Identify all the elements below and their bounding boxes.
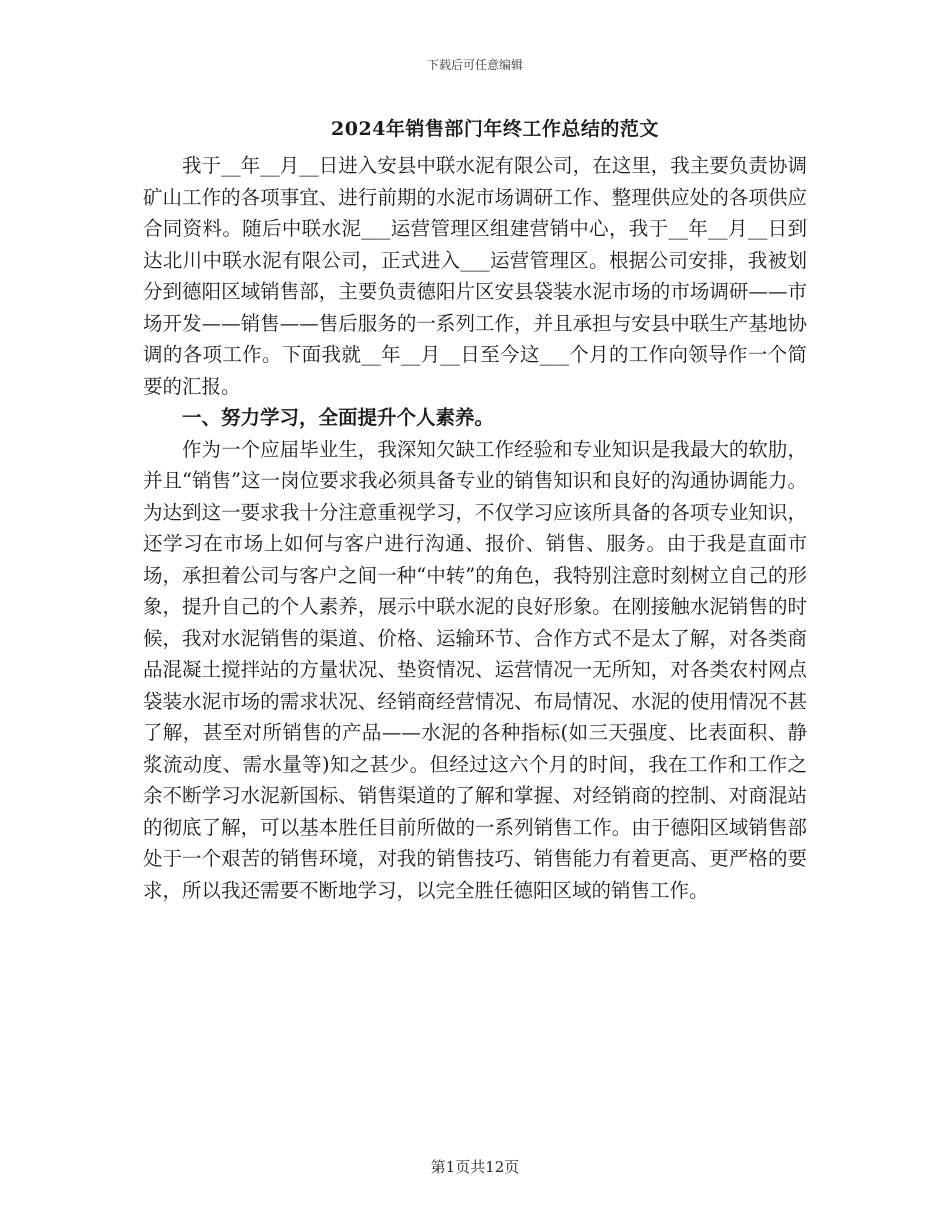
header-note: 下载后可任意编辑 <box>426 58 523 72</box>
section-1-paragraph: 作为一个应届毕业生，我深知欠缺工作经验和专业知识是我最大的软肋，并且“销售”这一岗位要求我必须具备专业的销售知识和良好的沟通协调能力。为达到这一要求我十分注意重视学习，不仅学习应该所具备的各项专业知识，还学习在市场上如何与客户进行沟通、报价、销售、服务。由于我是直面市场，承担着公司与客户之间一种“中转”的角色，我特别注意时刻树立自己的形象，提升自己的个人素养，展示中联水泥的良好形象。在刚接触水泥销售的时候，我对水泥销售的渠道、价格、运输环节、合作方式不是太了解，对各类商品混凝土搅拌站的方量状况、垫资情况、运营情况一无所知，对各类农村网点袋装水泥市场的需求状况、经销商经营情况、布局情况、水泥的使用情况不甚了解，甚至对所销售的产品——水泥的各种指标(如三天强度、比表面积、静浆流动度、需水量等)知之甚少。但经过这六个月的时间，我在工作和工作之余不断学习水泥新国标、销售渠道的了解和掌握、对经销商的控制、对商混站的彻底了解，可以基本胜任目前所做的一系列销售工作。由于德阳区域销售部处于一个艰苦的销售环境，对我的销售技巧、销售能力有着更高、更严格的要求，所以我还需要不断地学习，以完全胜任德阳区域的销售工作。 <box>143 437 807 902</box>
document-title: 2024年销售部门年终工作总结的范文 <box>331 118 659 140</box>
page-number-footer: 第1页共12页 <box>430 1158 520 1176</box>
document-body <box>143 150 807 906</box>
intro-paragraph: 我于__年__月__日进入安县中联水泥有限公司，在这里，我主要负责协调矿山工作的各项事宜、进行前期的水泥市场调研工作、整理供应处的各项供应合同资料。随后中联水泥___运营管理区组建营销中心，我于__年__月__日到达北川中联水泥有限公司，正式进入___运营管理区。根据公司安排，我被划分到德阳区域销售部，主要负责德阳片区安县袋装水泥市场的市场调研——市场开发——销售——售后服务的一系列工作，并且承担与安县中联生产基地协调的各项工作。下面我就__年__月__日至今这___个月的工作向领导作一个简要的汇报。 <box>143 154 807 398</box>
section-heading-1: 一、努力学习，全面提升个人素养。 <box>182 406 495 429</box>
